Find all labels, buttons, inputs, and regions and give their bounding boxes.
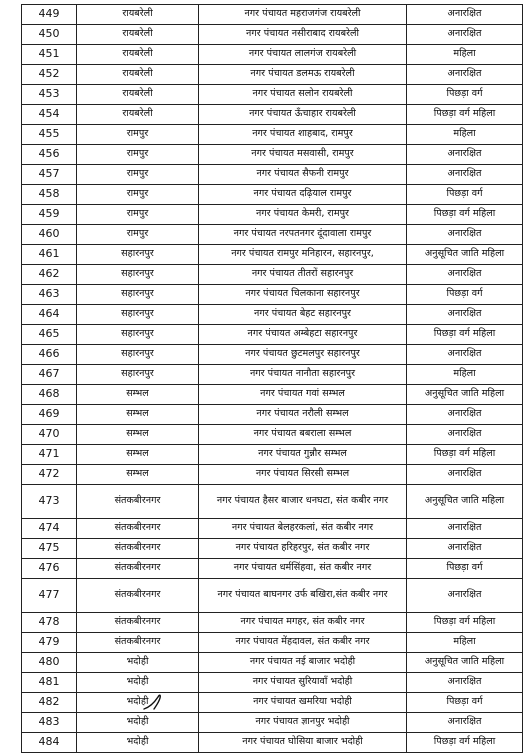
serial-number-cell: 465 bbox=[22, 325, 77, 345]
table-row bbox=[22, 445, 523, 465]
reservation-category-cell: पिछड़ा वर्ग bbox=[407, 693, 523, 713]
serial-number-cell: 472 bbox=[22, 465, 77, 485]
reservation-category-cell: महिला bbox=[407, 633, 523, 653]
nagar-panchayat-cell: नगर पंचायत बबराला सम्भल bbox=[199, 425, 407, 445]
reservation-category-cell: अनारक्षित bbox=[407, 145, 523, 165]
reservation-category-cell: पिछड़ा वर्ग bbox=[407, 85, 523, 105]
table-row bbox=[22, 225, 523, 245]
table-row bbox=[22, 265, 523, 285]
table-row bbox=[22, 165, 523, 185]
district-cell: सहारनपुर bbox=[77, 345, 199, 365]
table-row bbox=[22, 405, 523, 425]
serial-number-cell: 467 bbox=[22, 365, 77, 385]
serial-number-cell: 479 bbox=[22, 633, 77, 653]
nagar-panchayat-cell: नगर पंचायत डलमऊ रायबरेली bbox=[199, 65, 407, 85]
serial-number-cell: 474 bbox=[22, 519, 77, 539]
district-cell: सम्भल bbox=[77, 445, 199, 465]
reservation-category-cell: अनारक्षित bbox=[407, 5, 523, 25]
nagar-panchayat-cell: नगर पंचायत हरिहरपुर, संत कबीर नगर bbox=[199, 539, 407, 559]
table-row bbox=[22, 325, 523, 345]
reservation-category-cell: पिछड़ा वर्ग महिला bbox=[407, 613, 523, 633]
district-cell: रायबरेली bbox=[77, 45, 199, 65]
reservation-category-cell: अनारक्षित bbox=[407, 25, 523, 45]
reservation-category-cell: अनारक्षित bbox=[407, 713, 523, 733]
district-cell: भदोही bbox=[77, 693, 199, 713]
serial-number-cell: 455 bbox=[22, 125, 77, 145]
serial-number-cell: 457 bbox=[22, 165, 77, 185]
nagar-panchayat-cell: नगर पंचायत रामपुर मनिहारन, सहारनपुर, bbox=[199, 245, 407, 265]
serial-number-cell: 483 bbox=[22, 713, 77, 733]
table-row bbox=[22, 345, 523, 365]
nagar-panchayat-cell: नगर पंचायत गवां सम्भल bbox=[199, 385, 407, 405]
reservation-category-cell: अनारक्षित bbox=[407, 673, 523, 693]
reservation-category-cell: पिछड़ा वर्ग महिला bbox=[407, 445, 523, 465]
serial-number-cell: 454 bbox=[22, 105, 77, 125]
nagar-panchayat-cell: नगर पंचायत मसवासी, रामपुर bbox=[199, 145, 407, 165]
nagar-panchayat-cell: नगर पंचायत नरौली सम्भल bbox=[199, 405, 407, 425]
reservation-category-cell: अनारक्षित bbox=[407, 425, 523, 445]
table-row bbox=[22, 185, 523, 205]
reservation-category-cell: अनारक्षित bbox=[407, 579, 523, 613]
nagar-panchayat-cell: नगर पंचायत बेलहरकलां, संत कबीर नगर bbox=[199, 519, 407, 539]
serial-number-cell: 471 bbox=[22, 445, 77, 465]
serial-number-cell: 461 bbox=[22, 245, 77, 265]
district-cell: संतकबीरनगर bbox=[77, 519, 199, 539]
nagar-panchayat-cell: नगर पंचायत मगहर, संत कबीर नगर bbox=[199, 613, 407, 633]
district-cell: सम्भल bbox=[77, 425, 199, 445]
table-row bbox=[22, 305, 523, 325]
district-cell: सम्भल bbox=[77, 385, 199, 405]
serial-number-cell: 451 bbox=[22, 45, 77, 65]
nagar-panchayat-cell: नगर पंचायत शाहबाद, रामपुर bbox=[199, 125, 407, 145]
nagar-panchayat-cell: नगर पंचायत नसीराबाद रायबरेली bbox=[199, 25, 407, 45]
table-row bbox=[22, 45, 523, 65]
district-cell: रायबरेली bbox=[77, 25, 199, 45]
table-row bbox=[22, 105, 523, 125]
district-cell: रामपुर bbox=[77, 225, 199, 245]
table-row bbox=[22, 385, 523, 405]
nagar-panchayat-cell: नगर पंचायत छुटमलपुर सहारनपुर bbox=[199, 345, 407, 365]
table-row bbox=[22, 425, 523, 445]
reservation-category-cell: अनारक्षित bbox=[407, 465, 523, 485]
district-cell: रायबरेली bbox=[77, 65, 199, 85]
nagar-panchayat-cell: नगर पंचायत सैफनी रामपुर bbox=[199, 165, 407, 185]
table-row bbox=[22, 285, 523, 305]
district-cell: भदोही bbox=[77, 673, 199, 693]
district-cell: सहारनपुर bbox=[77, 245, 199, 265]
nagar-panchayat-cell: नगर पंचायत घोसिया बाजार भदोही bbox=[199, 733, 407, 753]
district-cell: संतकबीरनगर bbox=[77, 613, 199, 633]
nagar-panchayat-cell: नगर पंचायत नानौता सहारनपुर bbox=[199, 365, 407, 385]
nagar-panchayat-cell: नगर पंचायत ज्ञानपुर भदोही bbox=[199, 713, 407, 733]
table-row bbox=[22, 673, 523, 693]
table-row bbox=[22, 713, 523, 733]
reservation-category-cell: अनुसूचित जाति महिला bbox=[407, 245, 523, 265]
district-cell: रायबरेली bbox=[77, 105, 199, 125]
district-cell: सहारनपुर bbox=[77, 265, 199, 285]
reservation-category-cell: पिछड़ा वर्ग bbox=[407, 559, 523, 579]
serial-number-cell: 452 bbox=[22, 65, 77, 85]
serial-number-cell: 473 bbox=[22, 485, 77, 519]
serial-number-cell: 478 bbox=[22, 613, 77, 633]
nagar-panchayat-cell: नगर पंचायत मेंहदावल, संत कबीर नगर bbox=[199, 633, 407, 653]
table-row bbox=[22, 559, 523, 579]
serial-number-cell: 477 bbox=[22, 579, 77, 613]
table-row bbox=[22, 653, 523, 673]
district-cell: रायबरेली bbox=[77, 85, 199, 105]
district-cell: भदोही bbox=[77, 713, 199, 733]
district-cell: सहारनपुर bbox=[77, 285, 199, 305]
reservation-category-cell: पिछड़ा वर्ग महिला bbox=[407, 105, 523, 125]
serial-number-cell: 450 bbox=[22, 25, 77, 45]
nagar-panchayat-cell: नगर पंचायत बेहट सहारनपुर bbox=[199, 305, 407, 325]
nagar-panchayat-cell: नगर पंचायत हैसर बाजार धनघटा, संत कबीर नगर bbox=[199, 485, 407, 519]
reservation-category-cell: अनारक्षित bbox=[407, 65, 523, 85]
district-cell: सहारनपुर bbox=[77, 365, 199, 385]
nagar-panchayat-cell: नगर पंचायत तीतरों सहारनपुर bbox=[199, 265, 407, 285]
nagar-panchayat-cell: नगर पंचायत खमरिया भदोही bbox=[199, 693, 407, 713]
district-cell: संतकबीरनगर bbox=[77, 539, 199, 559]
serial-number-cell: 464 bbox=[22, 305, 77, 325]
district-cell: सम्भल bbox=[77, 405, 199, 425]
table-row bbox=[22, 485, 523, 519]
serial-number-cell: 466 bbox=[22, 345, 77, 365]
reservation-category-cell: अनारक्षित bbox=[407, 519, 523, 539]
nagar-panchayat-cell: नगर पंचायत चिलकाना सहारनपुर bbox=[199, 285, 407, 305]
nagar-panchayat-cell: नगर पंचायत गुन्नौर सम्भल bbox=[199, 445, 407, 465]
serial-number-cell: 481 bbox=[22, 673, 77, 693]
district-cell: रायबरेली bbox=[77, 5, 199, 25]
serial-number-cell: 470 bbox=[22, 425, 77, 445]
nagar-panchayat-cell: नगर पंचायत नई बाजार भदोही bbox=[199, 653, 407, 673]
serial-number-cell: 460 bbox=[22, 225, 77, 245]
district-cell: संतकबीरनगर bbox=[77, 579, 199, 613]
serial-number-cell: 469 bbox=[22, 405, 77, 425]
nagar-panchayat-cell: नगर पंचायत सुरियावाँ भदोही bbox=[199, 673, 407, 693]
table-row bbox=[22, 365, 523, 385]
reservation-table bbox=[21, 4, 523, 753]
reservation-category-cell: महिला bbox=[407, 125, 523, 145]
reservation-category-cell: अनारक्षित bbox=[407, 225, 523, 245]
district-cell: रामपुर bbox=[77, 125, 199, 145]
district-cell: सहारनपुर bbox=[77, 305, 199, 325]
serial-number-cell: 459 bbox=[22, 205, 77, 225]
nagar-panchayat-cell: नगर पंचायत महराजगंज रायबरेली bbox=[199, 5, 407, 25]
serial-number-cell: 468 bbox=[22, 385, 77, 405]
serial-number-cell: 458 bbox=[22, 185, 77, 205]
table-row bbox=[22, 85, 523, 105]
reservation-category-cell: अनारक्षित bbox=[407, 305, 523, 325]
nagar-panchayat-cell: नगर पंचायत लालगंज रायबरेली bbox=[199, 45, 407, 65]
district-cell: रामपुर bbox=[77, 205, 199, 225]
handwritten-mark bbox=[138, 693, 178, 710]
serial-number-cell: 476 bbox=[22, 559, 77, 579]
nagar-panchayat-cell: नगर पंचायत ऊँचाहार रायबरेली bbox=[199, 105, 407, 125]
reservation-category-cell: अनारक्षित bbox=[407, 539, 523, 559]
nagar-panchayat-cell: नगर पंचायत सलोन रायबरेली bbox=[199, 85, 407, 105]
reservation-category-cell: अनुसूचित जाति महिला bbox=[407, 385, 523, 405]
district-cell: सहारनपुर bbox=[77, 325, 199, 345]
reservation-list-page bbox=[21, 4, 522, 753]
reservation-category-cell: अनारक्षित bbox=[407, 165, 523, 185]
district-cell: रामपुर bbox=[77, 165, 199, 185]
table-row bbox=[22, 613, 523, 633]
reservation-category-cell: अनारक्षित bbox=[407, 345, 523, 365]
district-cell: भदोही bbox=[77, 653, 199, 673]
table-row bbox=[22, 65, 523, 85]
table-row bbox=[22, 579, 523, 613]
district-cell: संतकबीरनगर bbox=[77, 633, 199, 653]
reservation-category-cell: अनुसूचित जाति महिला bbox=[407, 653, 523, 673]
nagar-panchayat-cell: नगर पंचायत बाघनगर उर्फ बखिरा,संत कबीर नगर bbox=[199, 579, 407, 613]
table-row bbox=[22, 5, 523, 25]
table-row bbox=[22, 539, 523, 559]
serial-number-cell: 462 bbox=[22, 265, 77, 285]
district-cell: भदोही bbox=[77, 733, 199, 753]
nagar-panchayat-cell: नगर पंचायत अम्बेहटा सहारनपुर bbox=[199, 325, 407, 345]
nagar-panchayat-cell: नगर पंचायत केमरी, रामपुर bbox=[199, 205, 407, 225]
reservation-category-cell: महिला bbox=[407, 365, 523, 385]
reservation-category-cell: पिछड़ा वर्ग महिला bbox=[407, 205, 523, 225]
district-cell: रामपुर bbox=[77, 145, 199, 165]
nagar-panchayat-cell: नगर पंचायत दढ़ियाल रामपुर bbox=[199, 185, 407, 205]
reservation-category-cell: पिछड़ा वर्ग bbox=[407, 185, 523, 205]
reservation-category-cell: अनुसूचित जाति महिला bbox=[407, 485, 523, 519]
serial-number-cell: 463 bbox=[22, 285, 77, 305]
table-row bbox=[22, 733, 523, 753]
table-row bbox=[22, 465, 523, 485]
table-body bbox=[22, 5, 523, 753]
serial-number-cell: 482 bbox=[22, 693, 77, 713]
nagar-panchayat-cell: नगर पंचायत नरपतनगर दूंदावाला रामपुर bbox=[199, 225, 407, 245]
reservation-category-cell: अनारक्षित bbox=[407, 265, 523, 285]
district-cell: संतकबीरनगर bbox=[77, 485, 199, 519]
nagar-panchayat-cell: नगर पंचायत सिरसी सम्भल bbox=[199, 465, 407, 485]
serial-number-cell: 475 bbox=[22, 539, 77, 559]
table-row bbox=[22, 125, 523, 145]
district-cell: रामपुर bbox=[77, 185, 199, 205]
district-cell: संतकबीरनगर bbox=[77, 559, 199, 579]
nagar-panchayat-cell: नगर पंचायत धर्मसिंहवा, संत कबीर नगर bbox=[199, 559, 407, 579]
table-row bbox=[22, 145, 523, 165]
table-row bbox=[22, 205, 523, 225]
reservation-category-cell: पिछड़ा वर्ग महिला bbox=[407, 325, 523, 345]
reservation-category-cell: पिछड़ा वर्ग महिला bbox=[407, 733, 523, 753]
serial-number-cell: 449 bbox=[22, 5, 77, 25]
table-row bbox=[22, 245, 523, 265]
serial-number-cell: 453 bbox=[22, 85, 77, 105]
serial-number-cell: 484 bbox=[22, 733, 77, 753]
reservation-category-cell: अनारक्षित bbox=[407, 405, 523, 425]
serial-number-cell: 480 bbox=[22, 653, 77, 673]
table-row bbox=[22, 519, 523, 539]
district-cell: सम्भल bbox=[77, 465, 199, 485]
reservation-category-cell: महिला bbox=[407, 45, 523, 65]
table-row bbox=[22, 25, 523, 45]
serial-number-cell: 456 bbox=[22, 145, 77, 165]
reservation-category-cell: पिछड़ा वर्ग bbox=[407, 285, 523, 305]
table-row bbox=[22, 633, 523, 653]
